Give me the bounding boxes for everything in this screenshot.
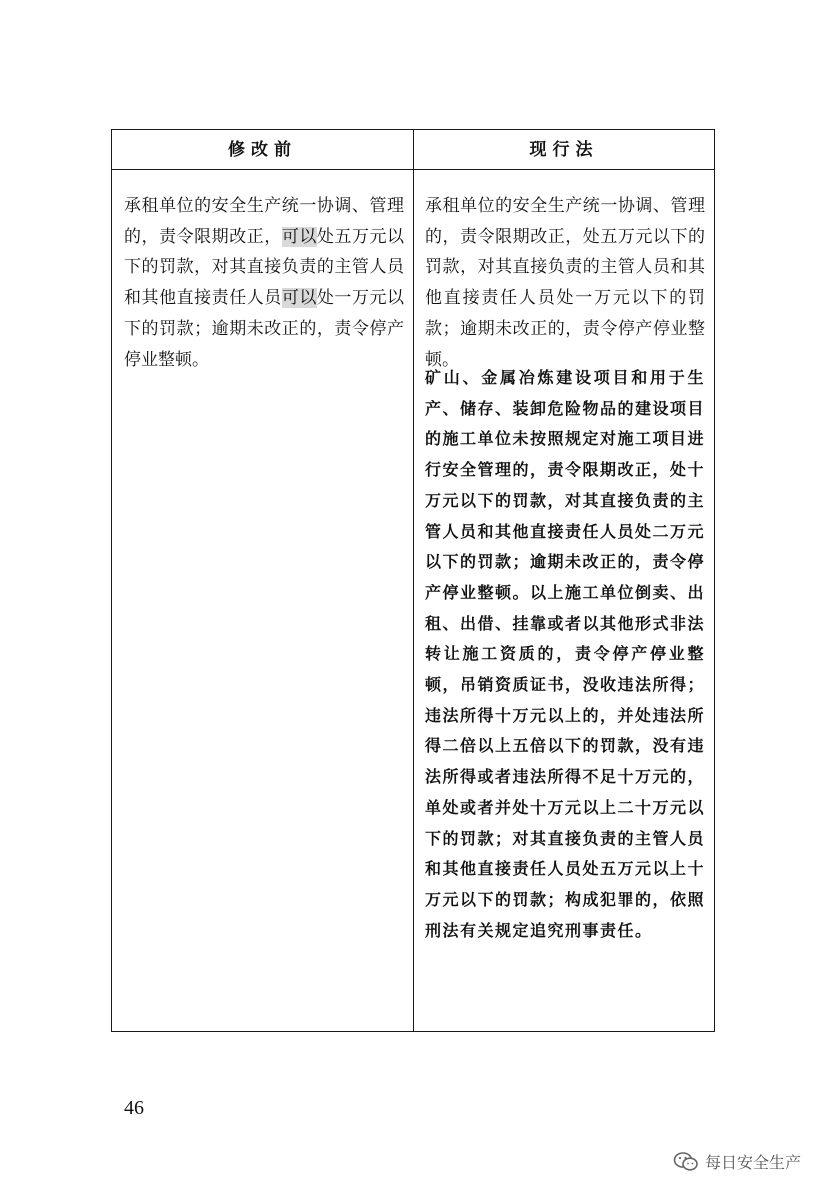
- before-text-part-3: 处一万元以下的罚款；逾期未改正的，责令停产停业整顿。: [124, 288, 405, 370]
- before-revision-text: [124, 191, 404, 375]
- wechat-watermark: [673, 1150, 801, 1173]
- header-current-law: 现行法: [529, 140, 599, 160]
- before-text-part-2: 处五万元以下的罚款，对其直接负责的主管人员和其他直接责任人员: [124, 226, 405, 309]
- current-law-paragraph-1: 承租单位的安全生产统一协调、管理的，责令限期改正，处五万元以下的罚款，对其直接负责的主管人员和其他直接责任人员处一万元以下的罚款；逾期未改正的，责令停产停业整顿。: [425, 196, 705, 370]
- before-text-part-1: 承租单位的安全生产统一协调、管理的，责令限期改正，: [124, 196, 404, 247]
- page-number: 46: [124, 1097, 144, 1119]
- column-divider: [413, 130, 414, 1031]
- wechat-icon: [673, 1151, 699, 1173]
- watermark-text: 每日安全生产: [704, 1153, 801, 1172]
- highlighted-deleted-word: 可以: [281, 226, 317, 247]
- comparison-table: [111, 129, 715, 1032]
- highlighted-deleted-word: 可以: [281, 288, 317, 309]
- header-before-revision: 修改前: [228, 140, 297, 160]
- current-law-paragraph-2-added: [425, 363, 705, 946]
- current-law-paragraph-2-text: 矿山、金属冶炼建设项目和用于生产、储存、装卸危险物品的建设项目的施工单位未按照规定对施工项目进行安全管理的，责令限期改正，处十万元以下的罚款，对其直接负责的主管人员和其他直接责任人员处二万元以下的罚款；逾期未改正的，责令停产停业整顿。以上施工单位倒卖、出租、出借、挂靠或者以其他形式非法转让施工资质的，责令停产停业整顿，吊销资质证书，没收违法所得；违法所得十万元以上的，并处违法所得二倍以上五倍以下的罚款，没有违法所得或者违法所得不足十万元的，单处或者并处十万元以上二十万元以下的罚款；对其直接负责的主管人员和其他直接责任人员处五万元以上十万元以下的罚款；构成犯罪的，依照刑法有关规定追究刑事责任。: [425, 368, 706, 940]
